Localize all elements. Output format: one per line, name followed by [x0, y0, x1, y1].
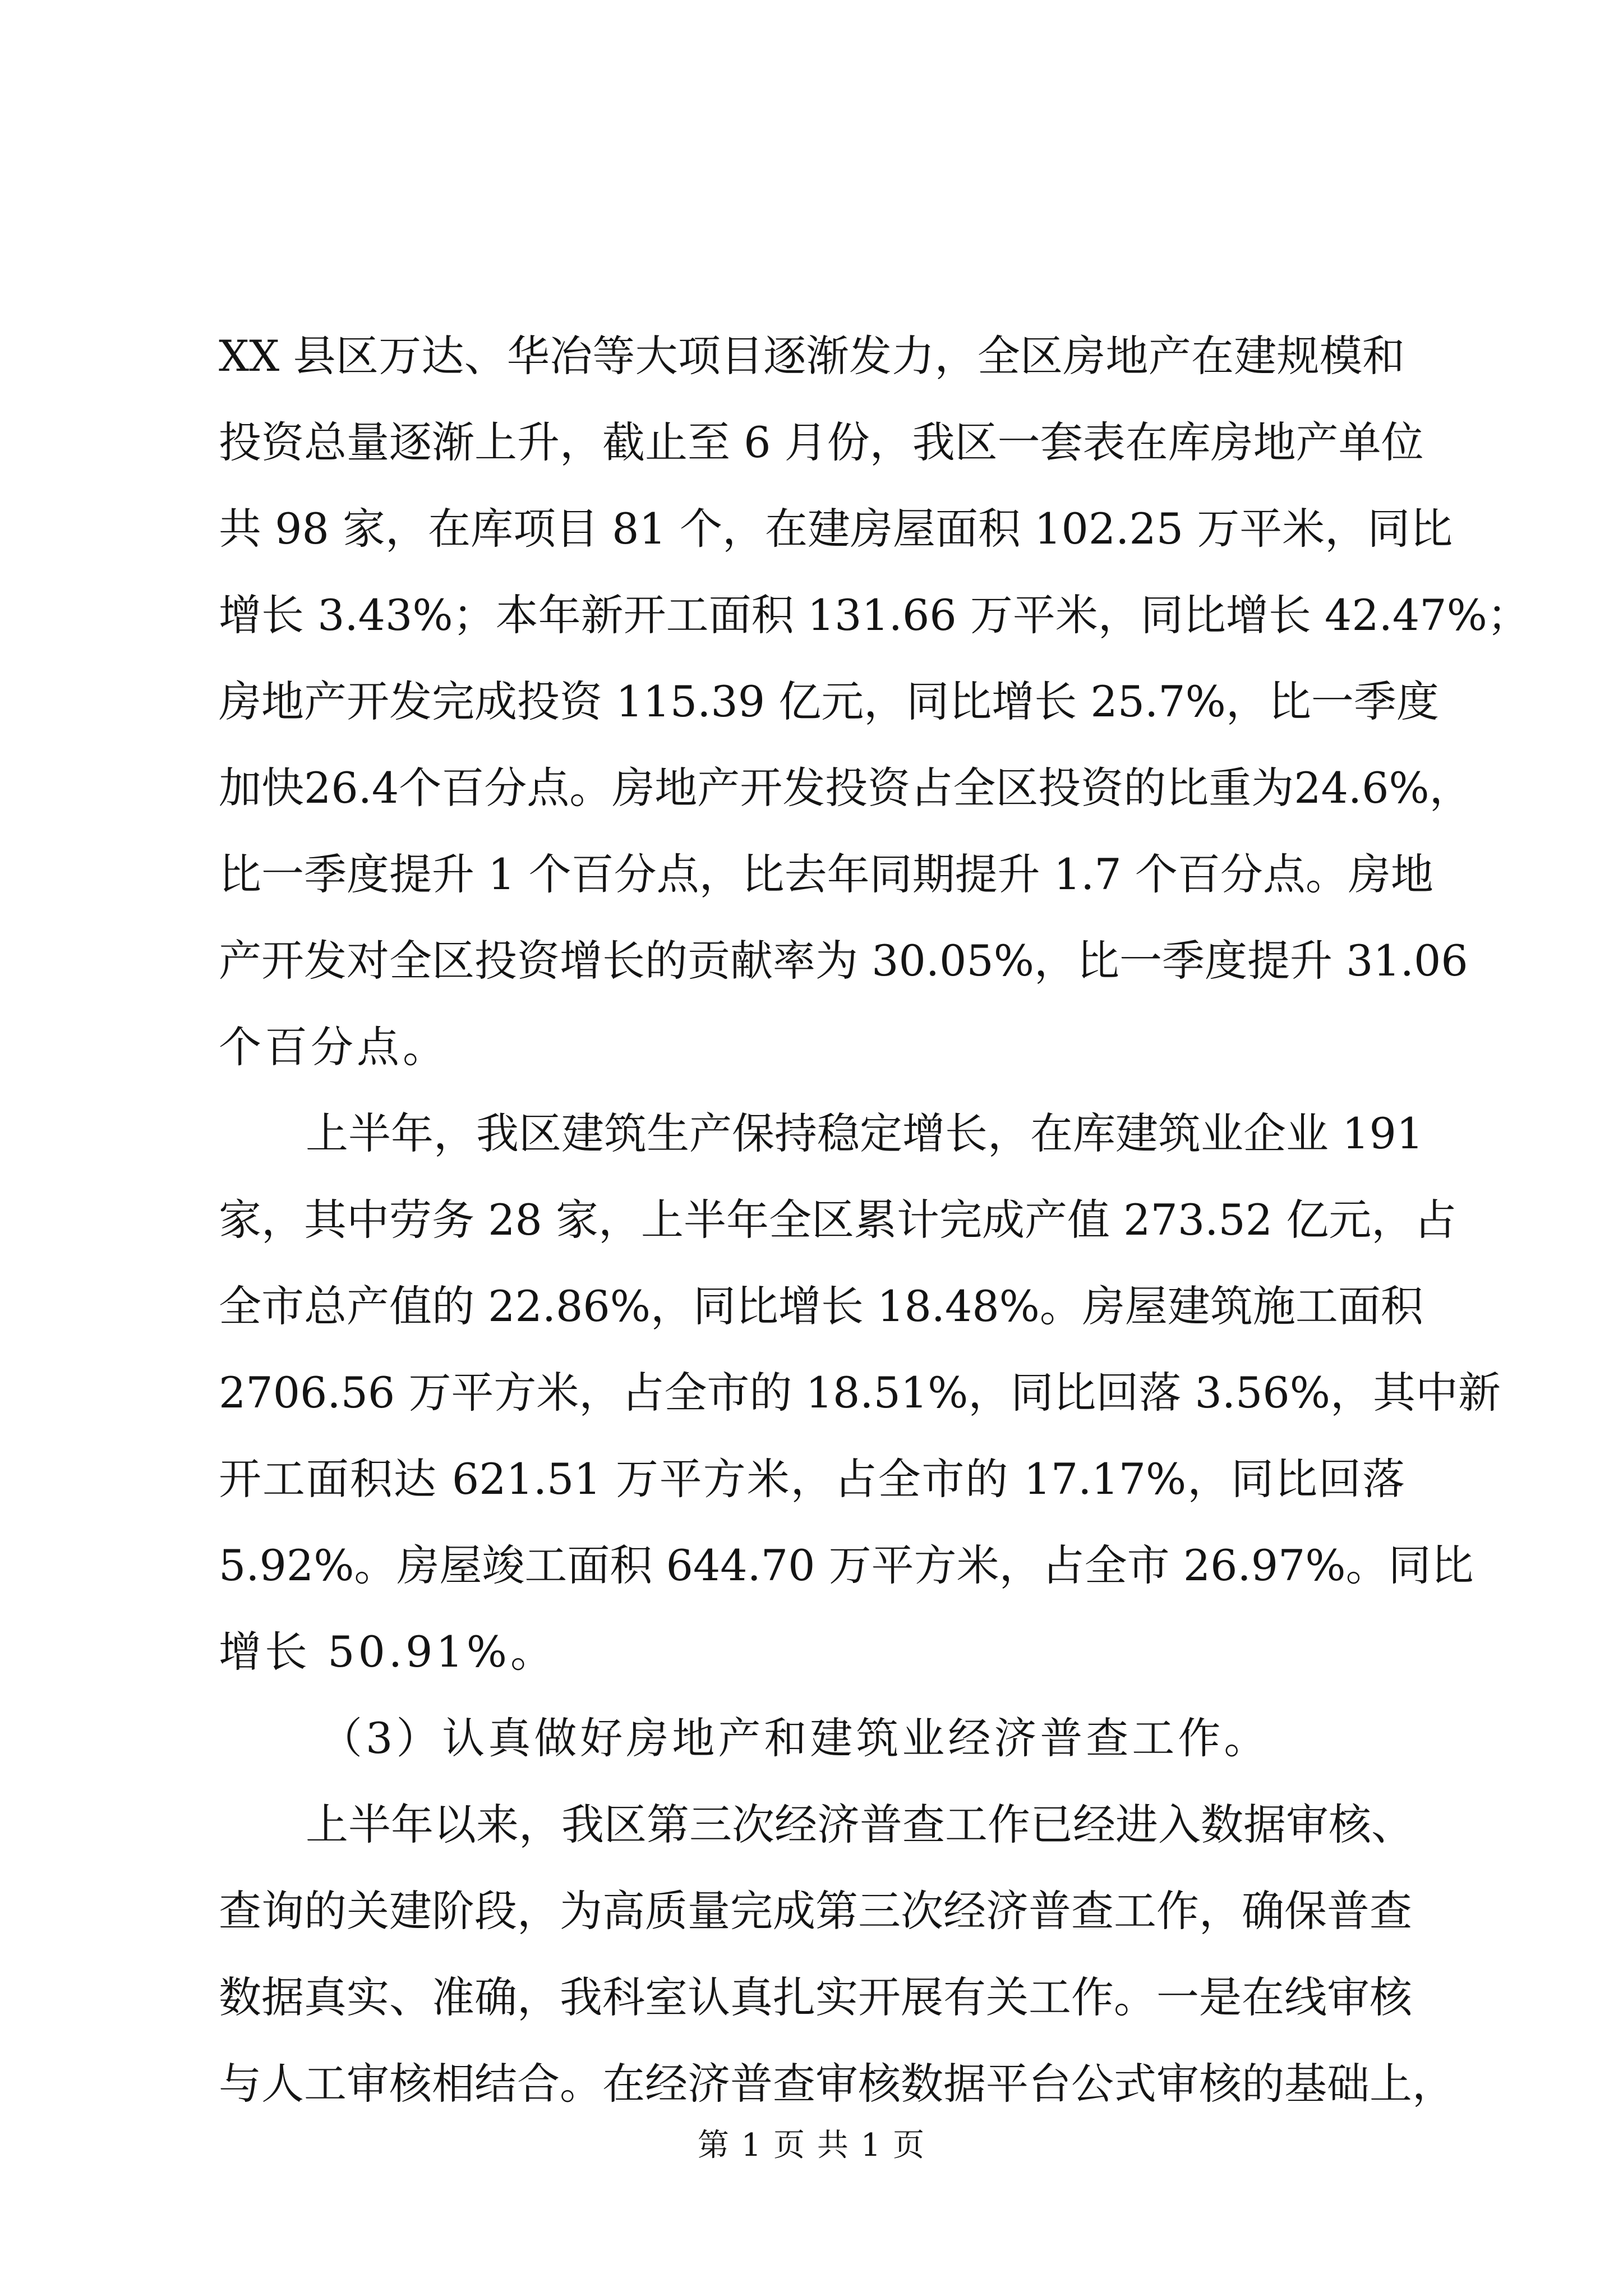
line-text: 共 98 家，在库项目 81 个，在建房屋面积 102.25 万平米，同比	[219, 504, 1453, 554]
text-line	[0, 1610, 1623, 1694]
text-line	[0, 919, 1623, 1003]
line-text: 家，其中劳务 28 家，上半年全区累计完成产值 273.52 亿元，占	[219, 1195, 1457, 1245]
line-text: 产开发对全区投资增长的贡献率为 30.05%，比一季度提升 31.06	[219, 936, 1468, 986]
text-line	[0, 2042, 1623, 2126]
paragraph-first-line	[0, 1092, 1623, 1176]
text-line	[0, 487, 1623, 571]
line-text: 加快26.4个百分点。房地产开发投资占全区投资的比重为24.6%，	[219, 763, 1472, 813]
line-text: 查询的关建阶段，为高质量完成第三次经济普查工作，确保普查	[219, 1886, 1412, 1936]
line-text: 数据真实、准确，我科室认真扎实开展有关工作。一是在线审核	[219, 1972, 1412, 2022]
line-text: 全市总产值的 22.86%，同比增长 18.48%。房屋建筑施工面积	[219, 1281, 1423, 1331]
text-line	[0, 1264, 1623, 1349]
line-text: 5.92%。房屋竣工面积 644.70 万平方米，占全市 26.97%。同比	[219, 1540, 1474, 1590]
line-text: 增长 3.43%；本年新开工面积 131.66 万平米，同比增长 42.47%；	[219, 590, 1530, 640]
line-text: 个百分点。	[219, 1022, 449, 1072]
text-line	[0, 1351, 1623, 1435]
heading-text: （3）认真做好房地产和建筑业经济普查工作。	[320, 1713, 1270, 1763]
line-text: 上半年，我区建筑生产保持稳定增长，在库建筑业企业 191	[306, 1108, 1424, 1158]
text-line	[0, 1178, 1623, 1262]
page-footer: 第 1 页 共 1 页	[697, 2127, 926, 2164]
text-line	[0, 314, 1623, 398]
text-line	[0, 1869, 1623, 1953]
text-line	[0, 746, 1623, 830]
section-heading	[0, 1696, 1623, 1780]
line-text: 增长 50.91%。	[219, 1627, 556, 1677]
line-text: 开工面积达 621.51 万平方米，占全市的 17.17%，同比回落	[219, 1454, 1405, 1504]
line-text: 与人工审核相结合。在经济普查审核数据平台公式审核的基础上，	[219, 2059, 1455, 2109]
text-line	[0, 573, 1623, 657]
text-line	[0, 401, 1623, 485]
text-line	[0, 1437, 1623, 1521]
paragraph-first-line	[0, 1783, 1623, 1867]
line-text: 2706.56 万平方米，占全市的 18.51%，同比回落 3.56%，其中新	[219, 1368, 1501, 1418]
text-line	[0, 1005, 1623, 1089]
line-text: XX 县区万达、华冶等大项目逐渐发力，全区房地产在建规模和	[219, 331, 1405, 381]
text-line	[0, 660, 1623, 744]
text-line	[0, 832, 1623, 917]
text-line	[0, 1955, 1623, 2040]
line-text: 投资总量逐渐上升，截止至 6 月份，我区一套表在库房地产单位	[219, 417, 1424, 467]
line-text: 上半年以来，我区第三次经济普查工作已经进入数据审核、	[306, 1800, 1414, 1849]
text-line	[0, 1524, 1623, 1608]
line-text: 比一季度提升 1 个百分点，比去年同期提升 1.7 个百分点。房地	[219, 849, 1433, 899]
line-text: 房地产开发完成投资 115.39 亿元，同比增长 25.7%，比一季度	[219, 677, 1439, 726]
